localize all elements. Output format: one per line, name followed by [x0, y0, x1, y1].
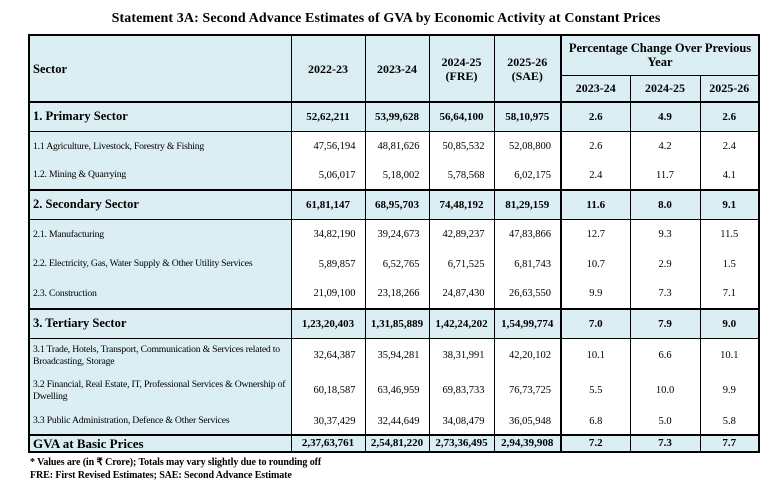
value-cell: 1,54,99,774: [494, 309, 561, 338]
pct-cell: 2.4: [561, 161, 630, 190]
value-cell: 23,18,266: [365, 279, 429, 309]
value-cell: 2,94,39,908: [494, 435, 561, 452]
value-cell: 6,71,525: [429, 249, 494, 279]
value-cell: 50,85,532: [429, 131, 494, 161]
value-cell: 74,48,192: [429, 190, 494, 219]
value-cell: 6,02,175: [494, 161, 561, 190]
row-primary-sector: [29, 102, 759, 131]
value-cell: 32,64,387: [291, 338, 365, 373]
value-cell: 5,89,857: [291, 249, 365, 279]
value-cell: 34,08,479: [429, 408, 494, 435]
pct-cell: 2.6: [700, 102, 759, 131]
header-year-2025-26-sae: [494, 35, 561, 102]
pct-cell: 7.1: [700, 279, 759, 309]
value-cell: 68,95,703: [365, 190, 429, 219]
value-cell: 42,20,102: [494, 338, 561, 373]
value-cell: 2,73,36,495: [429, 435, 494, 452]
value-cell: 30,37,429: [291, 408, 365, 435]
pct-cell: 7.9: [630, 309, 700, 338]
value-cell: 2,37,63,761: [291, 435, 365, 452]
value-cell: 6,52,765: [365, 249, 429, 279]
pct-cell: 7.2: [561, 435, 630, 452]
pct-cell: 11.5: [700, 219, 759, 249]
value-cell: 6,81,743: [494, 249, 561, 279]
value-cell: 5,06,017: [291, 161, 365, 190]
pct-cell: 6.8: [561, 408, 630, 435]
row-electricity: [29, 249, 759, 279]
value-cell: 35,94,281: [365, 338, 429, 373]
value-cell: 48,81,626: [365, 131, 429, 161]
header-sector: Sector: [29, 35, 291, 102]
page-title: Statement 3A: Second Advance Estimates of GVA by Economic Activity at Constant Prices: [111, 11, 661, 26]
value-cell: 26,63,550: [494, 279, 561, 309]
value-cell: 52,08,800: [494, 131, 561, 161]
pct-cell: 9.9: [561, 279, 630, 309]
header-pct-group: Percentage Change Over Previous Year: [561, 35, 759, 75]
value-cell: 52,62,211: [291, 102, 365, 131]
value-cell: 32,44,649: [365, 408, 429, 435]
pct-cell: 10.0: [630, 373, 700, 408]
value-cell: 24,87,430: [429, 279, 494, 309]
sector-label-cell: 1.1 Agriculture, Livestock, Forestry & Fishing: [29, 131, 291, 161]
gva-table: [28, 34, 760, 453]
pct-cell: 7.0: [561, 309, 630, 338]
value-cell: 60,18,587: [291, 373, 365, 408]
pct-cell: 4.9: [630, 102, 700, 131]
pct-cell: 10.1: [561, 338, 630, 373]
pct-cell: 5.5: [561, 373, 630, 408]
footnotes: [30, 456, 772, 482]
pct-cell: 2.4: [700, 131, 759, 161]
header-year-2024-25-fre: [429, 35, 494, 102]
pct-cell: 10.7: [561, 249, 630, 279]
pct-cell: 9.3: [630, 219, 700, 249]
row-manufacturing: [29, 219, 759, 249]
sector-label-cell: 3.2 Financial, Real Estate, IT, Professional Services & Ownership of Dwelling: [29, 373, 291, 408]
value-cell: 76,73,725: [494, 373, 561, 408]
row-agriculture: [29, 131, 759, 161]
sector-label-cell: 1. Primary Sector: [29, 102, 291, 131]
value-cell: 69,83,733: [429, 373, 494, 408]
row-financial-real-estate: [29, 373, 759, 408]
pct-cell: 7.3: [630, 279, 700, 309]
value-cell: 47,56,194: [291, 131, 365, 161]
row-secondary-sector: [29, 190, 759, 219]
row-mining: [29, 161, 759, 190]
pct-cell: 12.7: [561, 219, 630, 249]
value-cell: 38,31,991: [429, 338, 494, 373]
value-cell: 42,89,237: [429, 219, 494, 249]
sector-label-cell: 2.2. Electricity, Gas, Water Supply & Other Utility Services: [29, 249, 291, 279]
sector-label-cell: 1.2. Mining & Quarrying: [29, 161, 291, 190]
header-pct-year-2024-25: 2024-25: [630, 75, 700, 102]
value-cell: 34,82,190: [291, 219, 365, 249]
pct-cell: 8.0: [630, 190, 700, 219]
value-cell: 53,99,628: [365, 102, 429, 131]
pct-cell: 11.7: [630, 161, 700, 190]
value-cell: 47,83,866: [494, 219, 561, 249]
pct-cell: 1.5: [700, 249, 759, 279]
header-pct-year-2023-24: 2023-24: [561, 75, 630, 102]
year-label: 2022-23: [308, 61, 348, 76]
value-cell: 61,81,147: [291, 190, 365, 219]
pct-cell: 2.6: [561, 131, 630, 161]
sector-label-cell: 2.1. Manufacturing: [29, 219, 291, 249]
pct-cell: 2.9: [630, 249, 700, 279]
pct-cell: 6.6: [630, 338, 700, 373]
pct-cell: 2.6: [561, 102, 630, 131]
value-cell: 58,10,975: [494, 102, 561, 131]
pct-cell: 4.2: [630, 131, 700, 161]
year-note: (FRE): [445, 68, 478, 83]
year-label: 2024-25: [441, 54, 482, 69]
sector-label-cell: 3.1 Trade, Hotels, Transport, Communication & Services related to Broadcasting, Storage: [29, 338, 291, 373]
row-trade-hotels-transport: [29, 338, 759, 373]
year-note: (SAE): [511, 68, 543, 83]
year-label: 2023-24: [377, 61, 417, 76]
pct-cell: 5.0: [630, 408, 700, 435]
pct-cell: 7.3: [630, 435, 700, 452]
footnote-abbreviations: FRE: First Revised Estimates; SAE: Second Advance Estimate: [30, 470, 292, 481]
header-year-2022-23: [291, 35, 365, 102]
sector-label-cell: 2. Secondary Sector: [29, 190, 291, 219]
value-cell: 1,42,24,202: [429, 309, 494, 338]
header-year-2023-24: [365, 35, 429, 102]
sector-label-cell: 3.3 Public Administration, Defence & Other Services: [29, 408, 291, 435]
row-construction: [29, 279, 759, 309]
pct-cell: 4.1: [700, 161, 759, 190]
value-cell: 63,46,959: [365, 373, 429, 408]
row-gva-total: [29, 435, 759, 452]
value-cell: 5,18,002: [365, 161, 429, 190]
header-row-top: [29, 35, 759, 75]
pct-cell: 5.8: [700, 408, 759, 435]
value-cell: 39,24,673: [365, 219, 429, 249]
value-cell: 21,09,100: [291, 279, 365, 309]
row-tertiary-sector: [29, 309, 759, 338]
value-cell: 2,54,81,220: [365, 435, 429, 452]
year-label: 2025-26: [507, 54, 548, 69]
value-cell: 36,05,948: [494, 408, 561, 435]
pct-cell: 9.0: [700, 309, 759, 338]
pct-cell: 11.6: [561, 190, 630, 219]
footnote-values-unit: * Values are (in ₹ Crore); Totals may vary slightly due to rounding off: [30, 457, 322, 468]
sector-label-cell: GVA at Basic Prices: [29, 435, 291, 452]
header-pct-year-2025-26: 2025-26: [700, 75, 759, 102]
pct-cell: 9.9: [700, 373, 759, 408]
sector-label-cell: 3. Tertiary Sector: [29, 309, 291, 338]
value-cell: 1,23,20,403: [291, 309, 365, 338]
value-cell: 81,29,159: [494, 190, 561, 219]
pct-cell: 10.1: [700, 338, 759, 373]
pct-cell: 9.1: [700, 190, 759, 219]
value-cell: 1,31,85,889: [365, 309, 429, 338]
value-cell: 5,78,568: [429, 161, 494, 190]
row-public-administration: [29, 408, 759, 435]
pct-cell: 7.7: [700, 435, 759, 452]
value-cell: 56,64,100: [429, 102, 494, 131]
sector-label-cell: 2.3. Construction: [29, 279, 291, 309]
